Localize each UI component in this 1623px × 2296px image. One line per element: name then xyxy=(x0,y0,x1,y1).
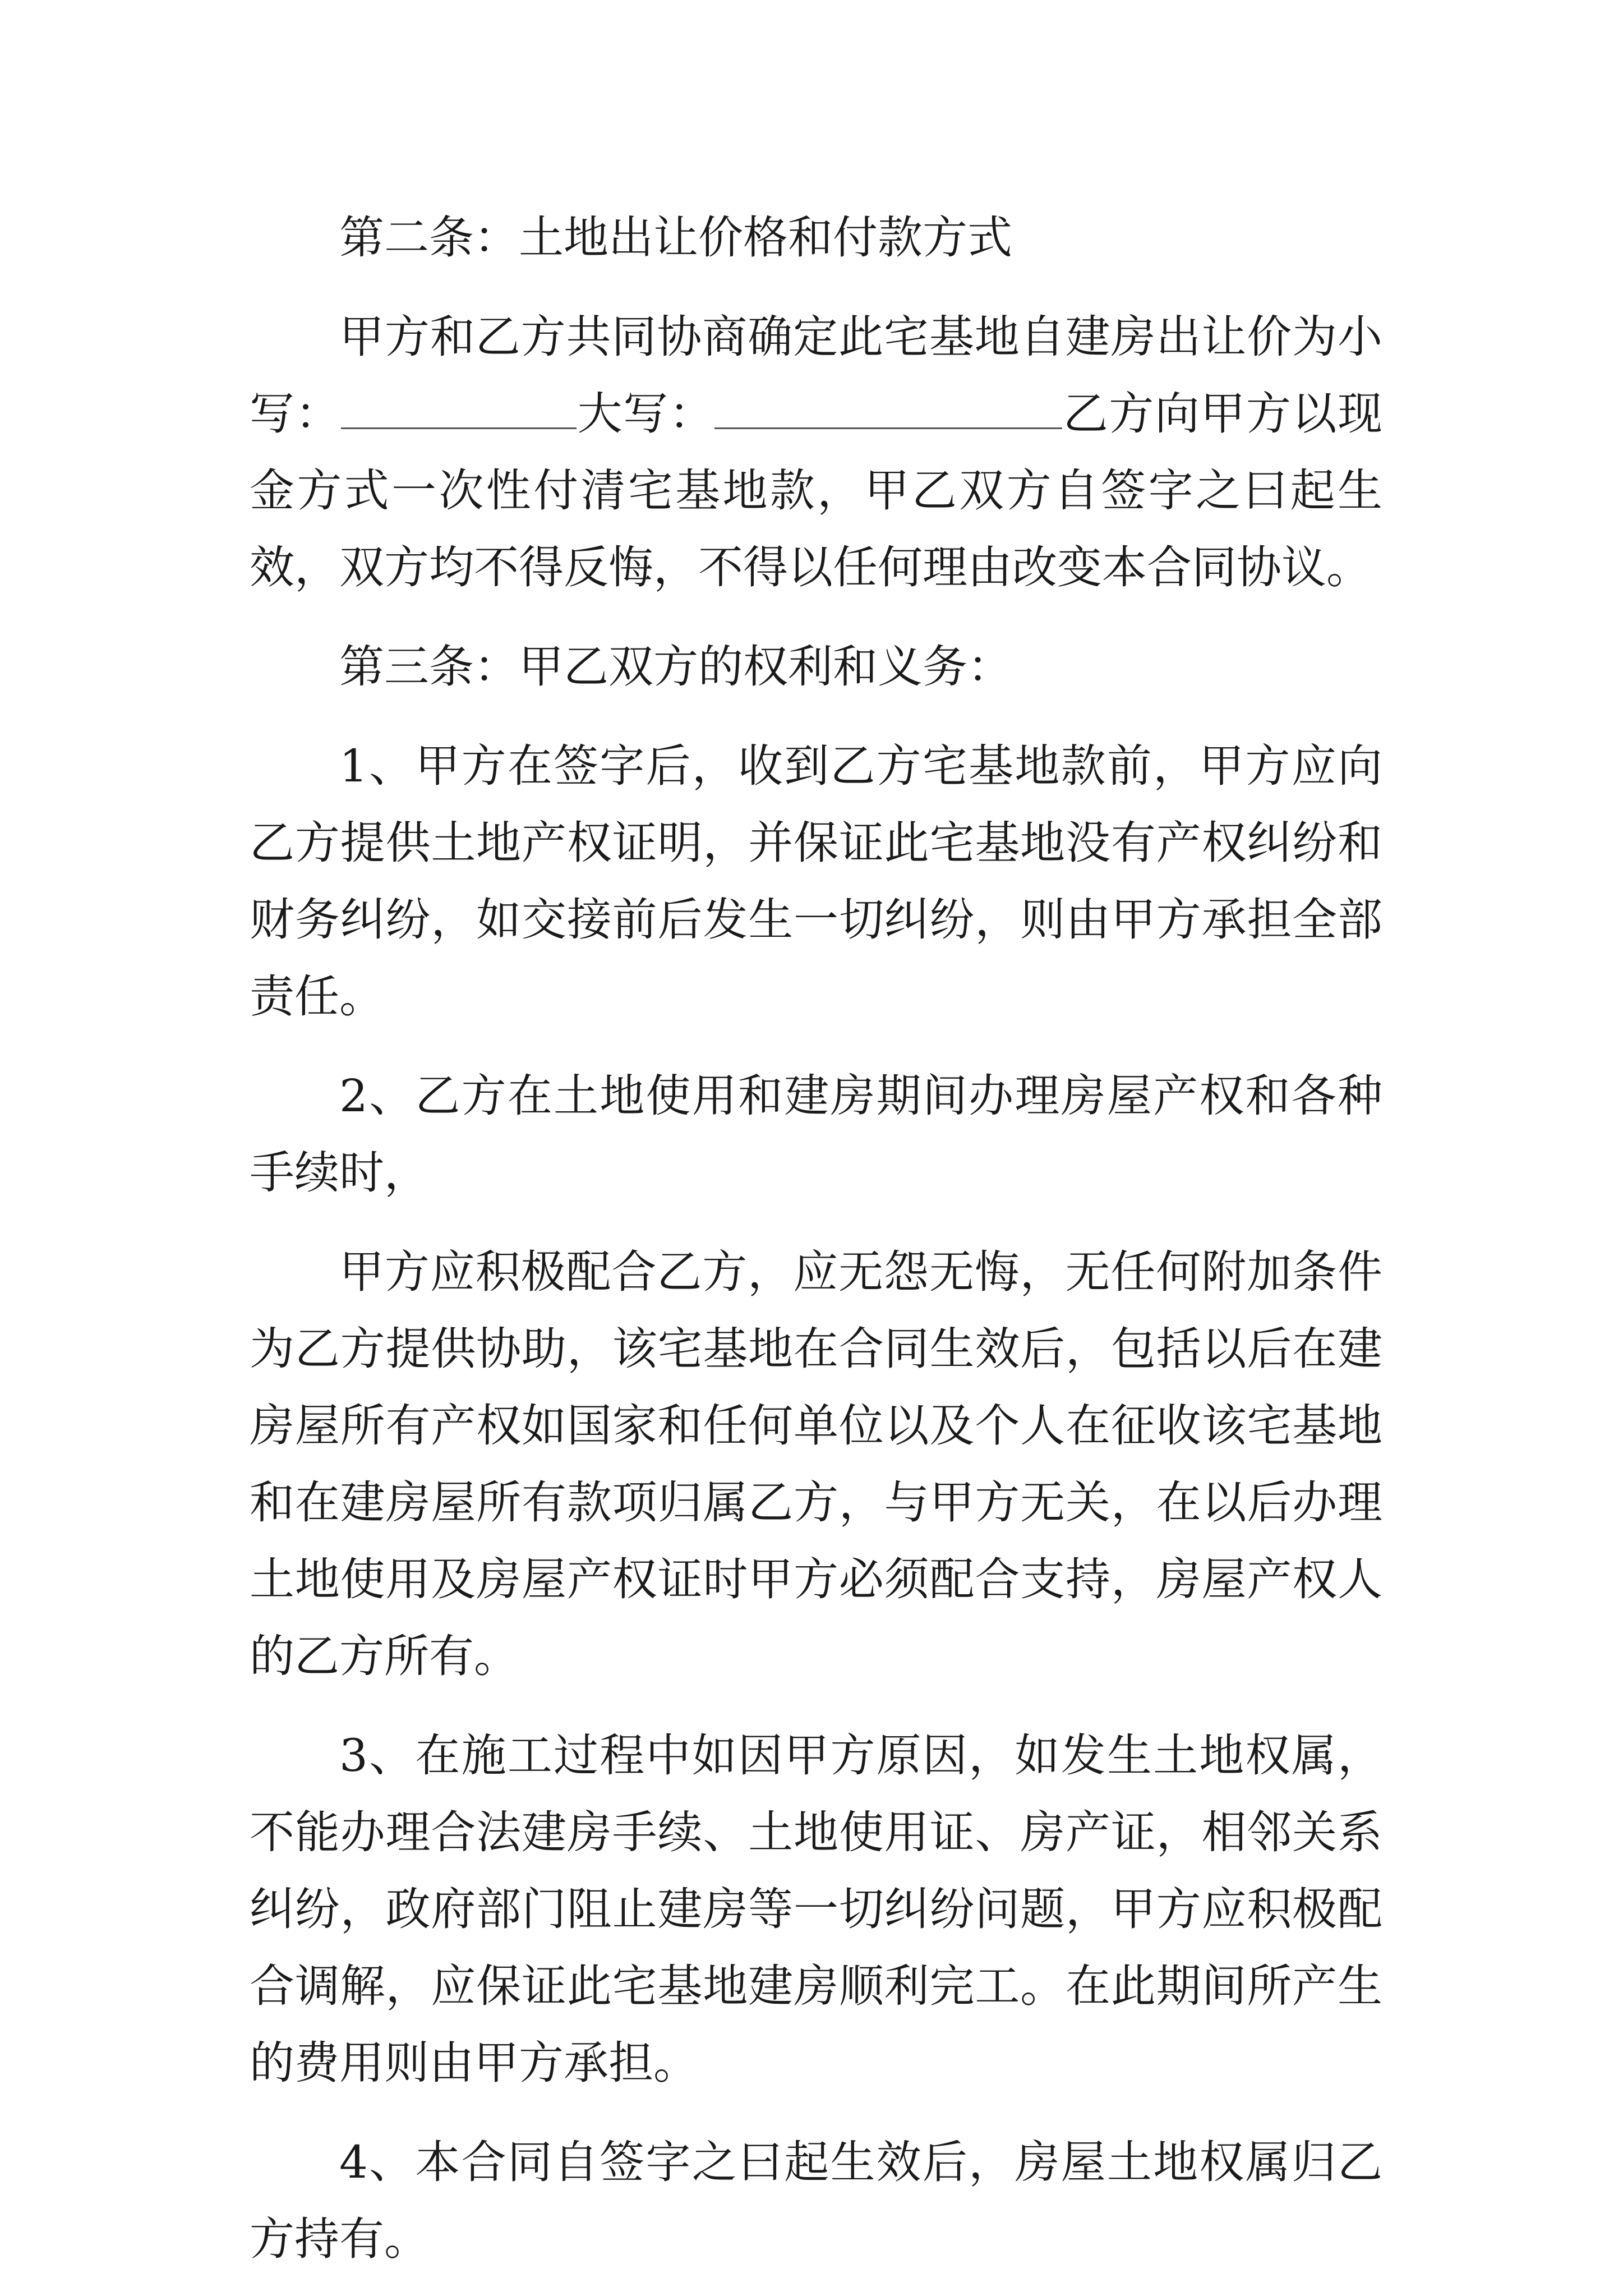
article-3-item-3: 3、在施工过程中如因甲方原因，如发生土地权属，不能办理合法建房手续、土地使用证、房产证，相邻关系纠纷，政府部门阻止建房等一切纠纷问题，甲方应积极配合调解，应保证此宅基地建房顺利完工。在此期间所产生的费用则由甲方承担。 xyxy=(250,1729,1382,2089)
payment-terms-text: 乙方向甲方以现金方式一次性付清宅基地款，甲乙双方自签字之曰起生效，双方均不得反悔，不得以任何理由改变本合同协议。 xyxy=(250,388,1383,593)
price-uppercase-label: 大写： xyxy=(577,388,715,440)
article-3-heading: 第三条：甲乙双方的权利和义务： xyxy=(339,641,1012,693)
article-3-item-4: 4、本合同自签字之曰起生效后，房屋土地权属归乙方持有。 xyxy=(250,2136,1382,2265)
article-3-item-2-continuation: 甲方应积极配合乙方，应无怨无悔，无任何附加条件为乙方提供协助，该宅基地在合同生效后，包括以后在建房屋所有产权如国家和任何单位以及个人在征收该宅基地和在建房屋所有款项归属乙方，与甲方无关，在以后办理土地使用及房屋产权证时甲方必须配合支持，房屋产权人的乙方所有。 xyxy=(250,1246,1382,1682)
price-intro-text: 甲方和乙方共同协商确定此宅基地自建房出让价为小写： xyxy=(250,311,1382,440)
article-2-paragraph xyxy=(250,298,1382,606)
article-3-item-2: 2、乙方在土地使用和建房期间办理房屋产权和各种手续时， xyxy=(250,1070,1382,1199)
price-uppercase-blank xyxy=(714,388,1062,429)
contract-body xyxy=(250,199,1382,2277)
price-lowercase-blank xyxy=(341,388,577,429)
article-2-heading: 第二条：土地出让价格和付款方式 xyxy=(339,211,1012,264)
article-3-item-1: 1、甲方在签字后，收到乙方宅基地款前，甲方应向乙方提供土地产权证明，并保证此宅基地没有产权纠纷和财务纠纷，如交接前后发生一切纠纷，则由甲方承担全部责任。 xyxy=(250,740,1382,1023)
